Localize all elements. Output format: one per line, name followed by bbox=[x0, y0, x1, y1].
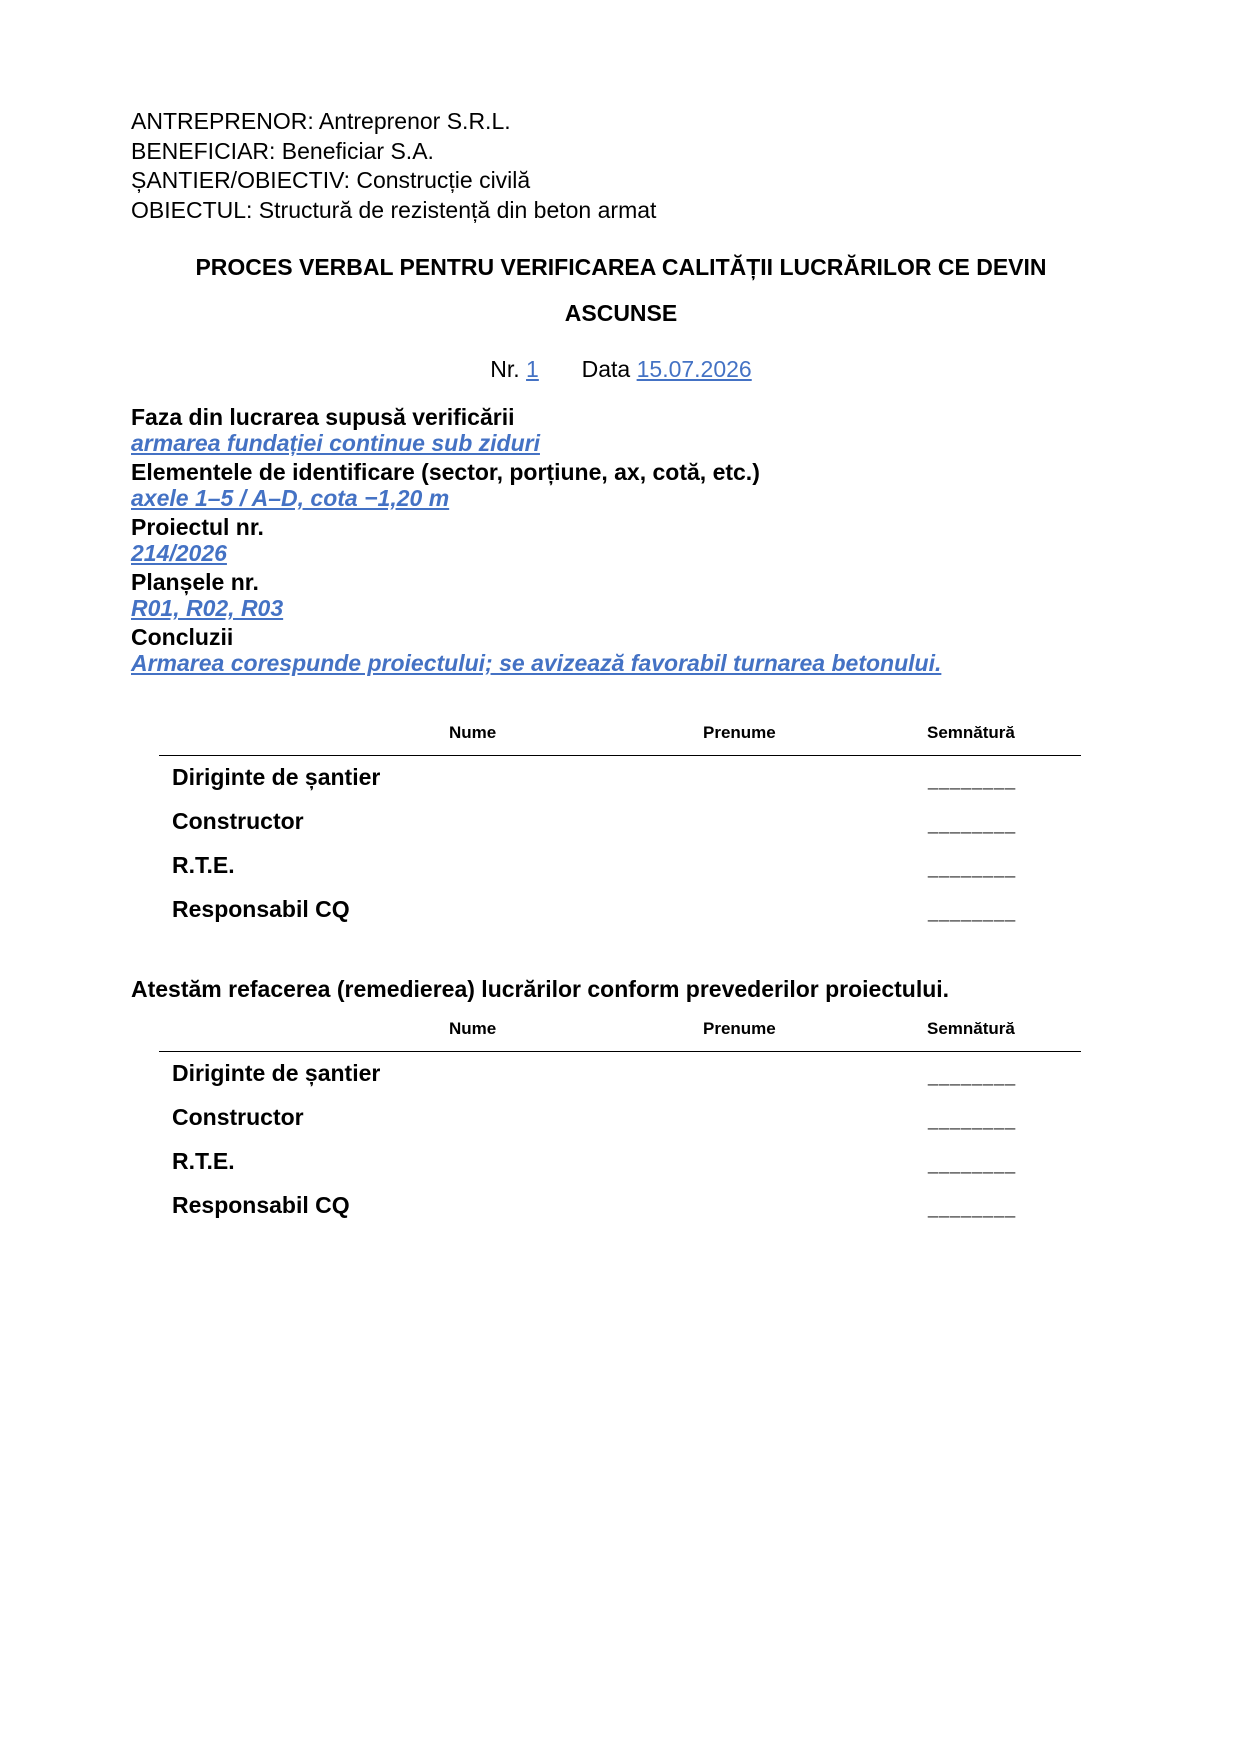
header-beneficiary: BENEFICIAR: Beneficiar S.A. bbox=[131, 137, 434, 164]
signature-table bbox=[159, 715, 1081, 932]
attestation-signature-table bbox=[159, 1011, 1081, 1228]
role-label: Constructor bbox=[172, 808, 304, 834]
header-object: OBIECTUL: Structură de rezistență din beton armat bbox=[131, 196, 657, 223]
field-drawings bbox=[131, 570, 1121, 621]
field-value[interactable]: R01, R02, R03 bbox=[131, 595, 284, 621]
header-site: ȘANTIER/OBIECTIV: Construcție civilă bbox=[131, 167, 531, 193]
date-label: Data bbox=[581, 356, 631, 382]
field-value[interactable]: armarea fundației continue sub ziduri bbox=[131, 430, 540, 456]
header-block bbox=[131, 107, 656, 225]
role-label: Diriginte de șantier bbox=[172, 764, 381, 790]
role-label: Constructor bbox=[172, 1104, 304, 1130]
column-header-prenume: Prenume bbox=[703, 723, 776, 742]
date-value[interactable]: 15.07.2026 bbox=[636, 356, 752, 382]
document-number-line bbox=[131, 354, 1111, 384]
field-label: Concluzii bbox=[131, 624, 234, 650]
column-header-semnatura: Semnătură bbox=[927, 1019, 1015, 1038]
field-value[interactable]: Armarea corespunde proiectului; se avizează favorabil turnarea betonului. bbox=[131, 650, 942, 676]
signature-line[interactable]: ________ bbox=[928, 770, 1017, 790]
table-row bbox=[159, 1096, 1081, 1140]
document-title bbox=[131, 244, 1111, 336]
signature-line[interactable]: ________ bbox=[928, 902, 1017, 922]
nr-value[interactable]: 1 bbox=[526, 356, 539, 382]
signature-line[interactable]: ________ bbox=[928, 1154, 1017, 1174]
field-value[interactable]: axele 1–5 / A–D, cota −1,20 m bbox=[131, 485, 450, 511]
signature-line[interactable]: ________ bbox=[928, 858, 1017, 878]
role-label: Responsabil CQ bbox=[172, 1192, 350, 1218]
signature-table-header bbox=[159, 1011, 1081, 1052]
table-row bbox=[159, 1184, 1081, 1228]
fields-section bbox=[131, 405, 1121, 680]
signature-line[interactable]: ________ bbox=[928, 1198, 1017, 1218]
signature-line[interactable]: ________ bbox=[928, 1110, 1017, 1130]
document-title-line2: ASCUNSE bbox=[564, 300, 678, 326]
field-label: Proiectul nr. bbox=[131, 514, 264, 540]
signature-line[interactable]: ________ bbox=[928, 814, 1017, 834]
role-label: Responsabil CQ bbox=[172, 896, 350, 922]
field-label: Faza din lucrarea supusă verificării bbox=[131, 404, 515, 430]
column-header-nume: Nume bbox=[449, 723, 497, 742]
signature-line[interactable]: ________ bbox=[928, 1066, 1017, 1086]
field-phase bbox=[131, 405, 1121, 456]
role-label: R.T.E. bbox=[172, 1148, 235, 1174]
field-value[interactable]: 214/2026 bbox=[131, 540, 227, 566]
table-row bbox=[159, 1140, 1081, 1184]
field-project-number bbox=[131, 515, 1121, 566]
column-header-prenume: Prenume bbox=[703, 1019, 776, 1038]
header-contractor: ANTREPRENOR: Antreprenor S.R.L. bbox=[131, 108, 511, 134]
role-label: Diriginte de șantier bbox=[172, 1060, 381, 1086]
signature-table-header bbox=[159, 715, 1081, 756]
field-conclusions bbox=[131, 625, 1121, 676]
field-label: Planșele nr. bbox=[131, 569, 259, 595]
table-row bbox=[159, 800, 1081, 844]
field-identification bbox=[131, 460, 1121, 511]
nr-label: Nr. bbox=[490, 356, 520, 382]
table-row bbox=[159, 756, 1081, 800]
column-header-semnatura: Semnătură bbox=[927, 723, 1015, 742]
document-title-line1: PROCES VERBAL PENTRU VERIFICAREA CALITĂȚII LUCRĂRILOR CE DEVIN bbox=[195, 254, 1047, 280]
role-label: R.T.E. bbox=[172, 852, 235, 878]
attestation-text: Atestăm refacerea (remedierea) lucrărilor conform prevederilor proiectului. bbox=[131, 976, 950, 1002]
table-row bbox=[159, 844, 1081, 888]
column-header-nume: Nume bbox=[449, 1019, 497, 1038]
table-row bbox=[159, 888, 1081, 932]
field-label: Elementele de identificare (sector, porțiune, ax, cotă, etc.) bbox=[131, 459, 760, 485]
table-row bbox=[159, 1052, 1081, 1096]
